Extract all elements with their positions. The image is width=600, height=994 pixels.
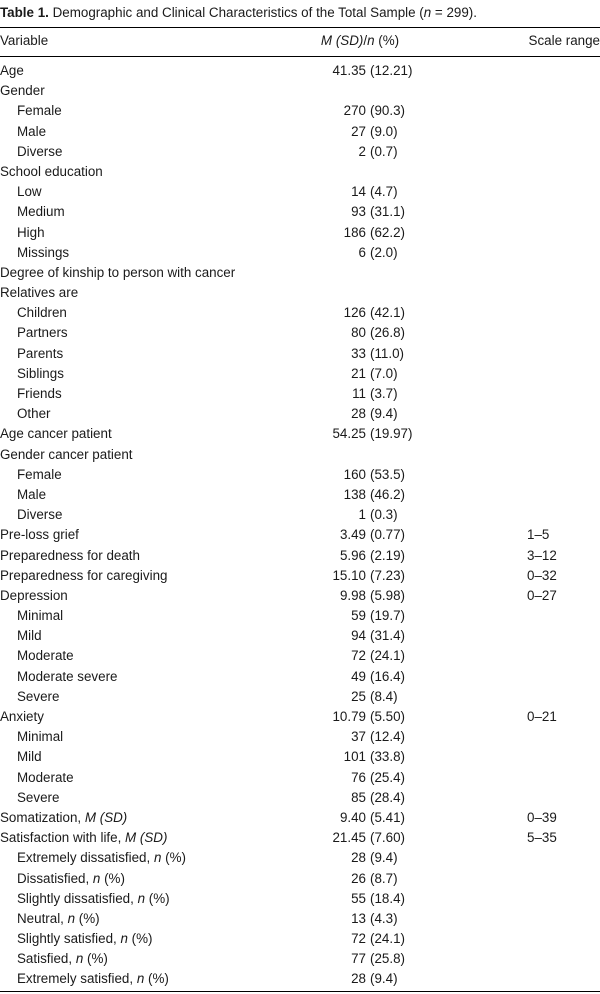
row-value-paren: (8.7): [370, 870, 398, 886]
row-scale-range: 0–39: [527, 809, 557, 825]
row-value-paren: (25.8): [370, 951, 405, 967]
row-label-stat-suffix: (%): [144, 971, 169, 987]
table-row: [0, 687, 600, 707]
row-label-text: Satisfaction with life,: [0, 830, 126, 846]
header-slash: /: [363, 33, 368, 48]
row-value-main: 138: [343, 486, 366, 502]
row-label: [17, 646, 74, 666]
row-value-paren: (12.21): [370, 63, 413, 78]
row-label: [17, 243, 69, 263]
row-label: [17, 485, 46, 505]
row-label: [0, 525, 79, 545]
row-value-main: 76: [351, 769, 366, 785]
table-row: [0, 869, 600, 889]
table-caption-text: Demographic and Clinical Characteristics of the Total Sample (: [52, 5, 424, 20]
row-label-text: Female: [17, 103, 62, 119]
row-value-paren: (25.4): [370, 769, 405, 785]
row-label-stat: n: [92, 870, 101, 886]
row-label: [0, 566, 167, 586]
table-caption: [0, 4, 600, 22]
table-row: [0, 949, 600, 969]
row-value-paren: (7.23): [370, 567, 405, 583]
row-label-stat: n: [137, 890, 146, 906]
row-label: [0, 162, 103, 182]
row-label-text: Moderate severe: [17, 668, 118, 684]
row-label-text: Neutral,: [17, 910, 68, 926]
table-row: [0, 182, 600, 202]
row-label-text: Minimal: [17, 729, 64, 745]
row-label-text: Gender cancer patient: [0, 446, 133, 462]
table-row: [0, 707, 600, 727]
row-value-paren: (19.7): [370, 608, 405, 624]
row-label-stat-suffix: (%): [161, 850, 186, 866]
row-label-text: Slightly dissatisfied,: [17, 890, 138, 906]
row-value-paren: (12.4): [370, 729, 405, 745]
row-label: [0, 707, 44, 727]
row-value-main: 27: [351, 123, 366, 139]
row-scale-range: 0–32: [527, 567, 557, 583]
table-row: [0, 909, 600, 929]
row-label-stat-suffix: (%): [127, 931, 153, 947]
table-row: [0, 223, 600, 243]
table-row: [0, 768, 600, 788]
row-label-text: Age: [0, 63, 24, 78]
row-label-stat: M (SD): [125, 830, 168, 846]
row-value-main: 28: [351, 850, 366, 866]
row-value-main: 72: [351, 648, 366, 664]
row-value-main: 21.45: [332, 830, 366, 846]
row-label: [17, 969, 169, 989]
row-label-text: Preparedness for caregiving: [0, 567, 168, 583]
row-value-paren: (3.7): [370, 386, 398, 401]
row-label: [17, 344, 63, 364]
row-value-paren: (53.5): [370, 466, 405, 482]
row-label-text: Male: [17, 123, 47, 139]
row-value-paren: (4.7): [370, 184, 398, 200]
row-value-paren: (0.7): [370, 143, 398, 159]
row-value-paren: (46.2): [370, 486, 405, 502]
row-label-stat-suffix: (%): [83, 951, 108, 967]
row-label-text: Extremely dissatisfied,: [17, 850, 154, 866]
row-label: [0, 263, 235, 283]
row-scale-range: 0–21: [527, 709, 557, 724]
row-label: [17, 848, 186, 868]
row-value-main: 5.96: [339, 547, 366, 563]
row-label-stat: n: [67, 910, 76, 926]
row-value-main: 15.10: [332, 567, 366, 583]
table-row: [0, 727, 600, 747]
row-value-main: 126: [343, 305, 366, 321]
row-value-main: 2: [358, 143, 366, 159]
table-row: [0, 929, 600, 949]
table-caption-n: n: [423, 5, 432, 20]
table-row: [0, 364, 600, 384]
header-pct: (%): [374, 33, 400, 48]
row-value-main: 80: [351, 325, 366, 341]
row-label-text: High: [17, 224, 45, 240]
row-value-paren: (33.8): [370, 749, 405, 765]
row-label-text: Age cancer patient: [0, 426, 112, 442]
row-value-main: 9.40: [339, 809, 366, 825]
table-row: [0, 424, 600, 444]
table-row: [0, 323, 600, 343]
table-row: [0, 626, 600, 646]
row-value-paren: (2.0): [370, 244, 398, 260]
row-value-paren: (5.50): [370, 709, 405, 724]
table-row: [0, 828, 600, 848]
table-row: [0, 122, 600, 142]
row-label: [17, 869, 125, 889]
row-label-text: Missings: [17, 244, 70, 260]
row-label: [17, 606, 63, 626]
row-value-paren: (9.4): [370, 850, 398, 866]
row-value-paren: (9.0): [370, 123, 398, 139]
table-body: [0, 61, 600, 990]
row-label-text: Minimal: [17, 608, 64, 624]
table-row: [0, 263, 600, 283]
row-label-text: Medium: [17, 204, 65, 220]
table-row: [0, 566, 600, 586]
row-value-main: 59: [351, 608, 366, 624]
row-label: [17, 142, 62, 162]
row-value-paren: (11.0): [370, 345, 404, 361]
row-label-text: Female: [17, 466, 62, 482]
row-value-main: 11: [352, 386, 366, 401]
row-label: [17, 727, 63, 747]
row-label: [0, 61, 24, 81]
row-value-main: 9.98: [339, 587, 366, 603]
row-label-text: Extremely satisfied,: [17, 971, 137, 987]
row-value-paren: (9.4): [370, 406, 398, 422]
header-variable: Variable: [0, 33, 49, 48]
table-row: [0, 586, 600, 606]
row-label-stat: n: [75, 951, 84, 967]
row-label: [17, 122, 46, 142]
row-label-text: Siblings: [17, 365, 64, 381]
row-label-stat-suffix: (%): [145, 890, 170, 906]
row-value-paren: (31.1): [370, 204, 405, 220]
table-row: [0, 747, 600, 767]
row-label-text: Anxiety: [0, 709, 44, 724]
row-label-text: Severe: [17, 688, 60, 704]
table-row: [0, 606, 600, 626]
row-value-paren: (7.60): [370, 830, 405, 846]
table-row: [0, 303, 600, 323]
row-label-stat: n: [136, 971, 145, 987]
row-label: [17, 364, 64, 384]
row-label: [17, 202, 65, 222]
row-label: [17, 505, 62, 525]
row-label: [17, 949, 108, 969]
row-value-paren: (0.77): [370, 527, 405, 543]
row-label-text: Other: [17, 406, 51, 422]
row-value-paren: (7.0): [370, 365, 398, 381]
row-value-paren: (62.2): [370, 224, 405, 240]
row-label-text: Dissatisfied,: [17, 870, 93, 886]
row-label-text: Partners: [17, 325, 68, 341]
row-label-stat: n: [153, 850, 162, 866]
table-row: [0, 243, 600, 263]
row-value-main: 93: [351, 204, 366, 220]
row-label-text: Degree of kinship to person with cancer: [0, 264, 236, 280]
table-row: [0, 445, 600, 465]
row-value-main: 41.35: [332, 63, 366, 78]
row-label: [0, 808, 127, 828]
header-scale-range: Scale range: [528, 33, 600, 48]
table-row: [0, 848, 600, 868]
row-value-main: 186: [343, 224, 366, 240]
table-row: [0, 81, 600, 101]
row-value-main: 21: [351, 365, 366, 381]
row-label: [17, 384, 62, 404]
row-value-main: 10.79: [332, 709, 366, 724]
row-value-main: 270: [343, 103, 366, 119]
table-row: [0, 485, 600, 505]
row-label-stat: n: [120, 931, 128, 947]
header-sd: (SD): [335, 33, 364, 48]
table-row: [0, 969, 600, 989]
header-n: n: [367, 33, 375, 48]
row-value-main: 49: [351, 668, 366, 684]
bottom-rule: [0, 991, 600, 992]
row-value-paren: (24.1): [370, 648, 405, 664]
row-label-text: Gender: [0, 83, 45, 99]
row-label-text: Satisfied,: [17, 951, 76, 967]
table-row: [0, 465, 600, 485]
row-label-text: Mild: [17, 749, 42, 765]
table-row: [0, 525, 600, 545]
row-label: [0, 546, 140, 566]
row-label: [17, 303, 67, 323]
table-row: [0, 788, 600, 808]
row-value-paren: (19.97): [370, 426, 413, 442]
row-label: [17, 788, 59, 808]
table-row: [0, 667, 600, 687]
row-label: [17, 909, 100, 929]
table-row: [0, 384, 600, 404]
row-value-main: 6: [358, 244, 366, 260]
header-m-sd-n: [300, 31, 420, 51]
row-value-main: 3.49: [339, 527, 366, 543]
row-scale-range: 1–5: [527, 527, 550, 543]
row-label-text: Somatization,: [0, 809, 85, 825]
row-label-stat: M (SD): [84, 809, 128, 825]
row-value-main: 28: [351, 971, 366, 987]
table-row: [0, 61, 600, 81]
table-row: [0, 101, 600, 121]
row-scale-range: 5–35: [527, 830, 557, 846]
row-label-text: Diverse: [17, 143, 63, 159]
row-label-text: Mild: [17, 628, 42, 644]
row-label: [0, 586, 68, 606]
row-value-main: 26: [351, 870, 366, 886]
table-row: [0, 142, 600, 162]
row-label-stat-suffix: (%): [100, 870, 125, 886]
row-value-main: 72: [351, 931, 366, 947]
row-label-stat-suffix: (%): [75, 910, 100, 926]
row-value-main: 94: [351, 628, 366, 644]
row-value-main: 25: [351, 688, 366, 704]
row-label-text: Preparedness for death: [0, 547, 140, 563]
table-row: [0, 889, 600, 909]
row-label: [17, 465, 62, 485]
row-label: [17, 687, 59, 707]
row-value-main: 1: [358, 507, 366, 523]
row-label-text: School education: [0, 163, 103, 179]
row-label: [17, 929, 152, 949]
row-label-text: Moderate: [17, 648, 74, 664]
row-scale-range: 3–12: [527, 547, 557, 563]
row-label-text: Moderate: [17, 769, 74, 785]
row-label: [0, 81, 45, 101]
row-label: [17, 747, 42, 767]
row-value-paren: (8.4): [370, 688, 398, 704]
row-label-text: Severe: [17, 789, 60, 805]
row-value-paren: (90.3): [370, 103, 405, 119]
row-value-main: 33: [351, 345, 366, 361]
row-label-text: Children: [17, 305, 67, 321]
row-value-paren: (4.3): [370, 910, 398, 926]
table-caption-label: Table 1.: [0, 5, 49, 20]
table-row: [0, 646, 600, 666]
row-label-text: Parents: [17, 345, 64, 361]
row-scale-range: 0–27: [527, 587, 557, 603]
row-value-main: 55: [351, 890, 366, 906]
row-value-paren: (31.4): [370, 628, 405, 644]
row-value-main: 160: [343, 466, 366, 482]
row-value-main: 101: [343, 749, 366, 765]
row-label: [17, 768, 74, 788]
row-value-paren: (24.1): [370, 931, 405, 947]
row-label-text: Friends: [17, 386, 62, 401]
table-row: [0, 546, 600, 566]
row-value-main: 37: [351, 729, 366, 745]
row-value-main: 14: [351, 184, 366, 200]
row-label: [17, 223, 45, 243]
row-label: [17, 323, 68, 343]
table-row: [0, 162, 600, 182]
top-rule: [0, 27, 600, 28]
row-value-main: 85: [351, 789, 366, 805]
table-caption-text-end: = 299).: [431, 5, 477, 20]
table-row: [0, 202, 600, 222]
row-label: [17, 626, 42, 646]
table-row: [0, 283, 600, 303]
row-label-text: Low: [17, 184, 42, 200]
row-value-paren: (42.1): [370, 305, 405, 321]
row-value-paren: (18.4): [370, 890, 405, 906]
row-value-paren: (16.4): [370, 668, 405, 684]
row-label: [17, 667, 117, 687]
row-label: [0, 828, 167, 848]
table-row: [0, 404, 600, 424]
row-label-text: Male: [17, 486, 47, 502]
row-label-text: Relatives are: [0, 285, 79, 301]
row-value-paren: (5.41): [370, 809, 405, 825]
table-row: [0, 344, 600, 364]
row-label: [17, 404, 51, 424]
row-value-main: 28: [351, 406, 366, 422]
row-value-paren: (2.19): [370, 547, 405, 563]
row-label-text: Pre-loss grief: [0, 527, 79, 543]
header-m: M: [320, 33, 333, 48]
row-value-main: 13: [351, 910, 366, 926]
row-value-paren: (5.98): [370, 587, 405, 603]
row-value-paren: (28.4): [370, 789, 405, 805]
row-label: [17, 889, 170, 909]
table-row: [0, 505, 600, 525]
row-value-main: 54.25: [332, 426, 366, 442]
row-label-text: Depression: [0, 587, 68, 603]
row-value-main: 77: [351, 951, 366, 967]
row-value-paren: (9.4): [370, 971, 398, 987]
row-label: [0, 283, 78, 303]
row-label: [17, 101, 62, 121]
row-label-text: Slightly satisfied,: [17, 931, 121, 947]
row-value-paren: (26.8): [370, 325, 405, 341]
header-rule: [0, 56, 600, 57]
row-label-text: Diverse: [17, 507, 63, 523]
row-label: [0, 445, 133, 465]
row-value-paren: (0.3): [370, 507, 398, 523]
table-row: [0, 808, 600, 828]
row-label: [17, 182, 42, 202]
row-label: [0, 424, 112, 444]
